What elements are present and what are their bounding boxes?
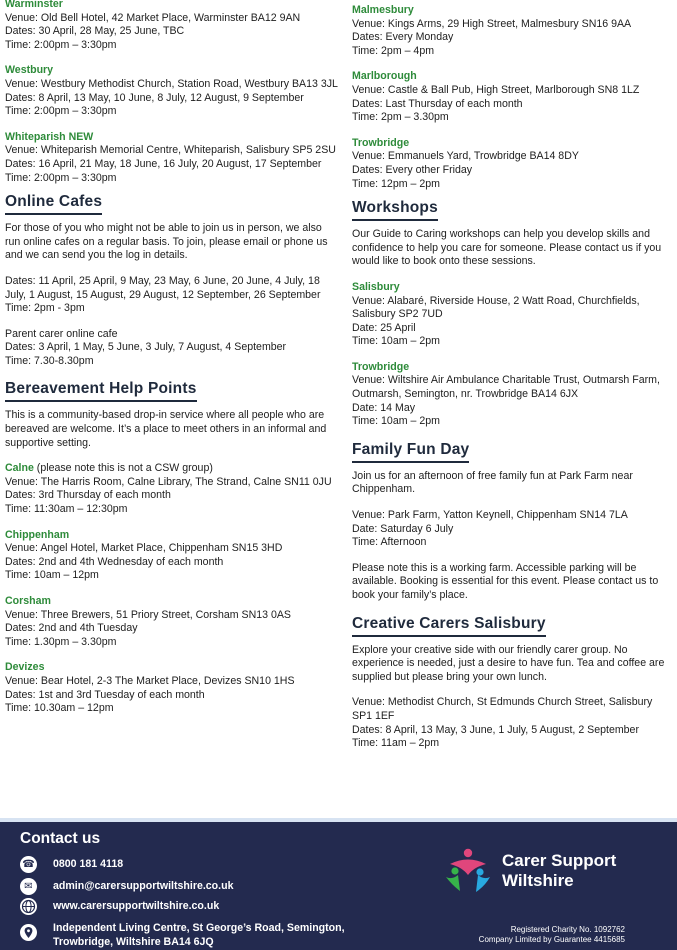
venue-text: Venue: Bear Hotel, 2-3 The Market Place, Devizes SN10 1HS xyxy=(5,674,295,687)
place-name: Chippenham xyxy=(5,528,70,541)
group-trowbridge-workshop xyxy=(352,361,672,429)
family-fun-day-intro: Join us for an afternoon of free family fun at Park Farm near Chippenham. xyxy=(352,469,633,496)
place-name: Corsham xyxy=(5,595,51,607)
place-note: (please note this is not a CSW group) xyxy=(33,462,213,475)
time-text: Time: 2pm – 3.30pm xyxy=(352,111,449,124)
left-column xyxy=(5,0,340,716)
time-text: Time: 11am – 2pm xyxy=(352,737,440,750)
dates-text: Dates: 30 April, 28 May, 25 June, TBC xyxy=(5,25,185,38)
email-link[interactable]: admin@carersupportwiltshire.co.uk xyxy=(53,880,234,892)
phone-text[interactable]: 0800 181 4118 xyxy=(53,858,124,870)
carer-support-logo xyxy=(440,845,640,901)
online-cafes-intro: For those of you who might not be able to join us in person, we also run online cafes on a regular basis. To join, please email or phone us and we can send you the log in details. xyxy=(5,222,328,262)
charity-number: Registered Charity No. 1092762 xyxy=(510,925,625,934)
location-icon xyxy=(20,924,37,941)
logo-wordmark xyxy=(502,851,616,891)
email-icon: ✉ xyxy=(20,878,37,895)
time-text: Time: Afternoon xyxy=(352,536,427,549)
venue-text: Venue: Three Brewers, 51 Priory Street, Corsham SN13 0AS xyxy=(5,608,291,621)
parent-carer-title: Parent carer online cafe xyxy=(5,327,118,340)
group-calne xyxy=(5,462,340,516)
place-name: Devizes xyxy=(5,661,45,674)
online-cafes-dates-block xyxy=(5,275,340,316)
place-name: Warminster xyxy=(5,0,63,10)
workshops-section xyxy=(352,199,672,429)
creative-carers-intro: Explore your creative side with our friendly carer group. No experience is needed, just a desire to have fun. Tea and coffee are supplied but please bring your own lunch. xyxy=(352,643,665,683)
venue-text: Venue: Emmanuels Yard, Trowbridge BA14 8DY xyxy=(352,150,579,163)
dates-text: Date: 25 April xyxy=(352,321,416,334)
group-warminster xyxy=(5,0,340,52)
website-link[interactable]: www.carersupportwiltshire.co.uk xyxy=(53,900,220,912)
place-name: Malmesbury xyxy=(352,4,414,16)
workshops-heading: Workshops xyxy=(352,199,438,221)
group-malmesbury xyxy=(352,4,672,58)
dates-text: Dates: 8 April, 13 May, 3 June, 1 July, 5 August, 2 September xyxy=(352,723,639,736)
time-text: Time: 11:30am – 12:30pm xyxy=(5,503,128,516)
place-name: Trowbridge xyxy=(352,136,410,149)
logo-line-1: Carer Support xyxy=(502,851,617,870)
dates-text: Dates: 8 April, 13 May, 10 June, 8 July, 12 August, 9 September xyxy=(5,91,304,104)
creative-carers-section xyxy=(352,615,672,751)
contact-footer xyxy=(0,822,677,950)
bereavement-intro: This is a community-based drop-in service where all people who are bereaved are welcome. It’s a place to meet others in an informal and supportive setting. xyxy=(5,409,327,449)
family-fun-day-section xyxy=(352,441,672,603)
dates-text: Dates: 1st and 3rd Tuesday of each month xyxy=(5,688,205,701)
group-corsham xyxy=(5,595,340,649)
dates-text: Dates: 3rd Thursday of each month xyxy=(5,489,171,502)
venue-text: Venue: Kings Arms, 29 High Street, Malmesbury SN16 9AA xyxy=(352,17,632,30)
time-text: Time: 7.30-8.30pm xyxy=(5,354,94,367)
creative-carers-details xyxy=(352,696,672,750)
venue-text: Venue: Methodist Church, St Edmunds Church Street, Salisbury SP1 1EF xyxy=(352,696,653,722)
venue-text: Venue: Park Farm, Yatton Keynell, Chippenham SN14 7LA xyxy=(352,509,628,522)
globe-icon xyxy=(20,898,37,915)
workshops-intro: Our Guide to Caring workshops can help you develop skills and confidence to help you care for someone. Please contact us if you would like to book onto these sessions. xyxy=(352,228,662,268)
group-devizes xyxy=(5,661,340,715)
creative-carers-heading: Creative Carers Salisbury xyxy=(352,615,546,637)
dates-text: Dates: 2nd and 4th Wednesday of each month xyxy=(5,555,224,568)
venue-text: Venue: Castle & Ball Pub, High Street, Marlborough SN8 1LZ xyxy=(352,83,640,96)
logo-line-2: Wiltshire xyxy=(502,871,574,890)
group-whiteparish xyxy=(5,131,340,185)
bereavement-heading: Bereavement Help Points xyxy=(5,380,197,402)
online-cafes-heading: Online Cafes xyxy=(5,193,102,215)
venue-text: Venue: Whiteparish Memorial Centre, Whiteparish, Salisbury SP5 2SU xyxy=(5,144,336,157)
dates-text: Dates: 16 April, 21 May, 18 June, 16 July, 20 August, 17 September xyxy=(5,157,322,170)
registration-info xyxy=(479,925,625,945)
bereavement-section xyxy=(5,380,340,715)
parent-carer-cafe xyxy=(5,328,340,369)
family-fun-day-note: Please note this is a working farm. Accessible parking will be available. Booking is essential for this event. Please contact us to book your family’s place. xyxy=(352,561,659,601)
time-text: Time: 2:00pm – 3:30pm xyxy=(5,105,117,118)
address-line-1: Independent Living Centre, St George’s Road, Semington, xyxy=(53,922,345,934)
dates-text: Dates: 2nd and 4th Tuesday xyxy=(5,622,138,635)
dates-text: Dates: Last Thursday of each month xyxy=(352,97,523,110)
venue-text: Venue: Westbury Methodist Church, Station Road, Westbury BA13 3JL xyxy=(5,77,338,90)
group-westbury xyxy=(5,64,340,118)
place-name: Calne xyxy=(5,462,34,475)
place-name: Trowbridge xyxy=(352,360,410,373)
address-text xyxy=(53,922,393,949)
time-text: Time: 1.30pm – 3.30pm xyxy=(5,635,117,648)
right-column xyxy=(352,4,672,751)
dates-text: Dates: Every Monday xyxy=(352,31,454,44)
dates-text: Date: 14 May xyxy=(352,401,416,414)
online-cafes-section xyxy=(5,193,340,368)
time-text: Time: 2:00pm – 3:30pm xyxy=(5,38,117,51)
time-text: Time: 10am – 2pm xyxy=(352,335,440,348)
dates-text: Dates: Every other Friday xyxy=(352,163,473,176)
place-name: Salisbury xyxy=(352,280,400,293)
phone-icon: ☎ xyxy=(20,856,37,873)
group-salisbury-workshop xyxy=(352,281,672,349)
venue-text: Venue: Angel Hotel, Market Place, Chippenham SN15 3HD xyxy=(5,542,283,555)
group-marlborough xyxy=(352,70,672,124)
time-text: Time: 2pm – 4pm xyxy=(352,44,435,57)
place-name: Marlborough xyxy=(352,70,417,83)
family-fun-day-details xyxy=(352,509,672,550)
company-number: Company Limited by Guarantee 4415685 xyxy=(478,935,625,944)
place-name: Westbury xyxy=(5,64,54,77)
group-chippenham xyxy=(5,529,340,583)
time-text: Time: 10am – 2pm xyxy=(352,415,440,428)
place-name: Whiteparish NEW xyxy=(5,130,94,143)
dates-text: Dates: 11 April, 25 April, 9 May, 23 May, 6 June, 20 June, 4 July, 18 July, 1 August, 15 August, 29 August, 12 September, 26 September xyxy=(5,274,321,301)
group-trowbridge-cafe xyxy=(352,137,672,191)
logo-figures-icon xyxy=(440,845,496,901)
dates-text: Date: Saturday 6 July xyxy=(352,522,454,535)
dates-text: Dates: 3 April, 1 May, 5 June, 3 July, 7 August, 4 September xyxy=(5,341,287,354)
family-fun-day-heading: Family Fun Day xyxy=(352,441,469,463)
time-text: Time: 2pm - 3pm xyxy=(5,302,85,315)
contact-heading: Contact us xyxy=(20,830,101,847)
venue-text: Venue: Old Bell Hotel, 42 Market Place, Warminster BA12 9AN xyxy=(5,11,301,24)
venue-text: Venue: The Harris Room, Calne Library, The Strand, Calne SN11 0JU xyxy=(5,475,332,488)
address-line-2: Trowbridge, Wiltshire BA14 6JQ xyxy=(53,935,214,948)
time-text: Time: 10.30am – 12pm xyxy=(5,702,114,715)
time-text: Time: 2:00pm – 3:30pm xyxy=(5,171,117,184)
venue-text: Venue: Alabaré, Riverside House, 2 Watt Road, Churchfields, Salisbury SP2 7UD xyxy=(352,294,640,321)
venue-text: Venue: Wiltshire Air Ambulance Charitable Trust, Outmarsh Farm, Outmarsh, Semington, nr. Trowbridge BA14 6JX xyxy=(352,374,660,401)
time-text: Time: 12pm – 2pm xyxy=(352,177,440,190)
time-text: Time: 10am – 12pm xyxy=(5,569,99,582)
